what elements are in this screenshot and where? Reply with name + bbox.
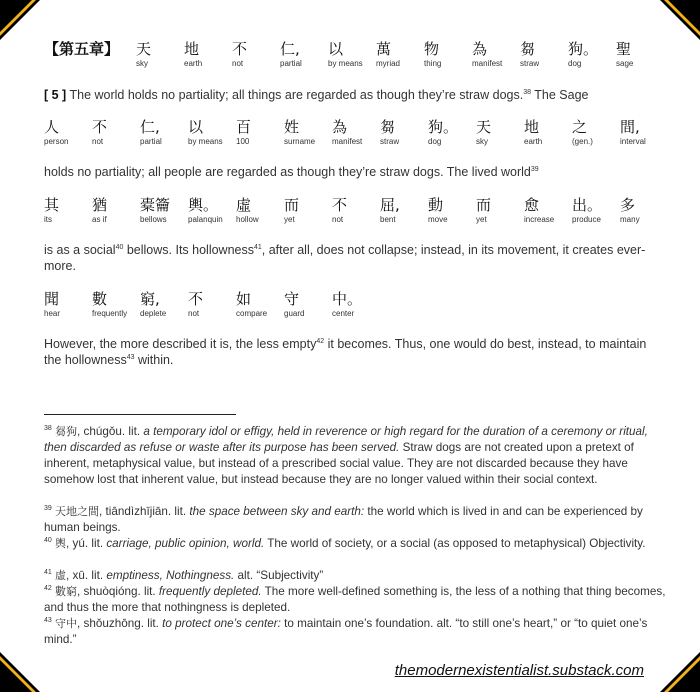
gloss-word	[44, 196, 92, 225]
gloss-word	[572, 118, 620, 147]
footnote-number: 42	[44, 585, 52, 593]
gloss-hanzi: 不	[332, 196, 348, 214]
paragraph-text: The world holds no partiality; all things are regarded as though they’re straw dogs.	[66, 88, 524, 102]
gloss-word	[424, 40, 472, 69]
footnote-text: The more well-defined something is, the less of a nothing that thing becomes, and thus the more that nothingness is depleted.	[44, 585, 666, 614]
gloss-word	[284, 290, 332, 319]
gloss-hanzi: 多	[620, 196, 636, 214]
footnote-ref[interactable]: 43	[126, 353, 135, 361]
footnote-ref[interactable]: 40	[115, 243, 124, 251]
gloss-word	[620, 196, 668, 225]
gloss-word	[136, 40, 184, 69]
footnote-text: to maintain one’s foundation. alt. “to still one’s heart,” or “to quiet one’s mind.”	[44, 617, 648, 646]
gloss-english: surname	[284, 137, 316, 146]
footnote-ref[interactable]: 39	[530, 165, 539, 173]
gloss-word	[44, 118, 92, 147]
gloss-word	[284, 196, 332, 225]
gloss-english: (gen.)	[572, 137, 593, 146]
gloss-english: sky	[476, 137, 488, 146]
gloss-english: palanquin	[188, 215, 223, 224]
gloss-hanzi: 以	[188, 118, 204, 136]
footnote-literal: carriage, public opinion, world.	[106, 537, 265, 550]
gloss-word	[524, 196, 572, 225]
gloss-hanzi: 以	[328, 40, 344, 58]
gloss-hanzi: 仁,	[140, 118, 160, 136]
gloss-word	[428, 196, 476, 225]
gloss-word	[140, 196, 188, 225]
gloss-word	[380, 196, 428, 225]
gloss-english: earth	[184, 59, 203, 68]
gloss-word	[236, 118, 284, 147]
verse-number: [ 5 ]	[44, 88, 67, 102]
gloss-english: yet	[284, 215, 295, 224]
gloss-english: guard	[284, 309, 305, 318]
gloss-english: interval	[620, 137, 646, 146]
gloss-hanzi: 為	[472, 40, 488, 58]
footnote-romanization: , shuòqióng. lit.	[77, 585, 159, 598]
gloss-row	[44, 290, 380, 319]
gloss-english: manifest	[332, 137, 363, 146]
gloss-english: not	[232, 59, 244, 68]
gloss-english: produce	[572, 215, 601, 224]
gloss-word	[332, 290, 380, 319]
footnote-number: 41	[44, 569, 52, 577]
gloss-word	[284, 118, 332, 147]
gloss-word	[332, 118, 380, 147]
footnote-number: 39	[44, 505, 52, 513]
gloss-word	[188, 290, 236, 319]
gloss-hanzi: 出。	[572, 196, 603, 214]
gloss-hanzi: 守	[284, 290, 300, 308]
footnote-hanzi: 天地之間	[55, 505, 100, 518]
footnote-text: the world which is lived in and can be experienced by human beings.	[44, 505, 643, 534]
gloss-hanzi: 聖	[616, 40, 632, 58]
footnote-hanzi: 虛	[55, 569, 67, 582]
gloss-english: bent	[380, 215, 396, 224]
gloss-hanzi: 天	[136, 40, 152, 58]
gloss-hanzi: 其	[44, 196, 60, 214]
chapter-heading	[44, 40, 136, 69]
footnote-romanization: , shǒuzhōng. lit.	[77, 617, 163, 630]
gloss-english: person	[44, 137, 69, 146]
gloss-word	[380, 118, 428, 147]
footnote-romanization: , tiāndìzhījiān. lit.	[99, 505, 190, 518]
footnote-literal: a temporary idol or effigy, held in reverence or high regard for the duration of a ceremony or ritual, then discarded as refuse or waste after its purpose has been served.	[44, 425, 648, 454]
gloss-hanzi: 不	[92, 118, 108, 136]
gloss-hanzi: 芻	[520, 40, 536, 58]
footnote-romanization: , chúgǒu. lit.	[77, 425, 144, 438]
gloss-word	[140, 290, 188, 319]
gloss-word	[616, 40, 664, 69]
footnote-number: 38	[44, 425, 52, 433]
footnote-literal: the space between sky and earth:	[189, 505, 365, 518]
footnote-39	[44, 504, 666, 536]
gloss-english: partial	[280, 59, 302, 68]
gloss-word	[280, 40, 328, 69]
footnote-text: Straw dogs are not created upon a pretext of inherent, metaphysical value, but instead of a prescribed social value. They are not discarded because they have somehow lost that inherent value, but instead because they are no longer valued within their social context.	[44, 441, 634, 486]
gloss-word	[232, 40, 280, 69]
gloss-hanzi: 虛	[236, 196, 252, 214]
gloss-word	[376, 40, 424, 69]
paragraph-text: is as a social	[44, 243, 116, 257]
footnote-divider	[44, 414, 236, 415]
gloss-english: earth	[524, 137, 543, 146]
gloss-hanzi: 之	[572, 118, 588, 136]
footnote-number: 43	[44, 617, 52, 625]
translation-paragraph	[44, 164, 664, 180]
gloss-english: not	[92, 137, 104, 146]
gloss-row	[44, 118, 668, 147]
gloss-english: hear	[44, 309, 61, 318]
gloss-hanzi: 地	[184, 40, 200, 58]
footnote-romanization: , xū. lit.	[66, 569, 107, 582]
gloss-english: straw	[380, 137, 400, 146]
gloss-english: dog	[428, 137, 442, 146]
footnote-42	[44, 584, 666, 616]
gloss-english: partial	[140, 137, 162, 146]
paragraph-text: The Sage	[531, 88, 589, 102]
paragraph-text: within.	[134, 353, 174, 367]
gloss-hanzi: 愈	[524, 196, 540, 214]
gloss-english: manifest	[472, 59, 503, 68]
gloss-hanzi: 中。	[332, 290, 363, 308]
gloss-hanzi: 橐籥	[140, 196, 171, 214]
gloss-word	[236, 290, 284, 319]
gloss-word	[92, 118, 140, 147]
translation-paragraph	[44, 336, 664, 368]
chapter-heading-text: 【第五章】	[44, 40, 120, 58]
gloss-word	[572, 196, 620, 225]
gloss-hanzi: 姓	[284, 118, 300, 136]
gloss-hanzi: 人	[44, 118, 60, 136]
gloss-english: sage	[616, 59, 634, 68]
paragraph-text: bellows. Its hollowness	[123, 243, 254, 257]
gloss-hanzi: 地	[524, 118, 540, 136]
translation-paragraph	[44, 87, 664, 103]
gloss-word	[520, 40, 568, 69]
gloss-hanzi: 天	[476, 118, 492, 136]
gloss-hanzi: 為	[332, 118, 348, 136]
gloss-english: by means	[328, 59, 363, 68]
gloss-hanzi: 而	[476, 196, 492, 214]
gloss-english: not	[188, 309, 200, 318]
gloss-word	[428, 118, 476, 147]
gloss-word	[524, 118, 572, 147]
footnote-41	[44, 568, 666, 584]
gloss-english: 100	[236, 137, 250, 146]
gloss-english: straw	[520, 59, 540, 68]
gloss-hanzi: 萬	[376, 40, 392, 58]
gloss-hanzi: 物	[424, 40, 440, 58]
footnote-40	[44, 536, 666, 552]
gloss-word	[476, 118, 524, 147]
gloss-word	[472, 40, 520, 69]
gloss-row	[44, 196, 668, 225]
gloss-english: sky	[136, 59, 148, 68]
paragraph-text: , after all, does not collapse; instead, in its movement, it creates ever-more.	[44, 243, 646, 273]
gloss-english: bellows	[140, 215, 167, 224]
footnote-43	[44, 616, 666, 648]
gloss-english: increase	[524, 215, 555, 224]
gloss-english: compare	[236, 309, 268, 318]
gloss-word	[92, 290, 140, 319]
gloss-hanzi: 芻	[380, 118, 396, 136]
gloss-english: not	[332, 215, 344, 224]
paragraph-text: it becomes. Thus, one would do best, instead, to maintain the hollowness	[44, 337, 647, 367]
gloss-word	[44, 290, 92, 319]
gloss-hanzi: 間,	[620, 118, 640, 136]
gloss-hanzi: 如	[236, 290, 252, 308]
footnote-text: alt. “Subjectivity”	[234, 569, 324, 582]
gloss-word	[184, 40, 232, 69]
footnote-hanzi: 數窮	[55, 585, 78, 598]
gloss-hanzi: 猶	[92, 196, 108, 214]
gloss-hanzi: 屈,	[380, 196, 400, 214]
footnote-38	[44, 424, 666, 488]
paragraph-text: holds no partiality; all people are regarded as though they’re straw dogs. The lived world	[44, 165, 531, 179]
gloss-english: center	[332, 309, 355, 318]
gloss-english: frequently	[92, 309, 128, 318]
footnote-hanzi: 輿	[55, 537, 67, 550]
gloss-word	[568, 40, 616, 69]
gloss-hanzi: 聞	[44, 290, 60, 308]
site-link[interactable]: themodernexistentialist.substack.com	[394, 662, 644, 679]
gloss-hanzi: 百	[236, 118, 252, 136]
gloss-word	[332, 196, 380, 225]
footnote-text: The world of society, or a social (as opposed to metaphysical) Objectivity.	[264, 537, 646, 550]
translation-paragraph	[44, 242, 664, 274]
gloss-english: yet	[476, 215, 487, 224]
footnote-ref[interactable]: 38	[523, 88, 532, 96]
footnote-literal: frequently depleted.	[158, 585, 262, 598]
gloss-hanzi: 動	[428, 196, 444, 214]
gloss-hanzi: 窮,	[140, 290, 160, 308]
gloss-word	[188, 118, 236, 147]
gloss-english: dog	[568, 59, 582, 68]
footnote-ref[interactable]: 41	[253, 243, 262, 251]
gloss-word	[236, 196, 284, 225]
gloss-hanzi: 狗。	[428, 118, 459, 136]
gloss-word	[620, 118, 668, 147]
gloss-english: many	[620, 215, 640, 224]
footnote-number: 40	[44, 537, 52, 545]
gloss-english: as if	[92, 215, 107, 224]
gloss-hanzi: 輿。	[188, 196, 219, 214]
gloss-word	[188, 196, 236, 225]
gloss-row	[44, 40, 664, 69]
gloss-english: hollow	[236, 215, 259, 224]
gloss-hanzi: 數	[92, 290, 108, 308]
gloss-english: by means	[188, 137, 223, 146]
footnote-hanzi: 守中	[55, 617, 78, 630]
gloss-word	[92, 196, 140, 225]
gloss-hanzi: 而	[284, 196, 300, 214]
gloss-word	[140, 118, 188, 147]
gloss-english: thing	[424, 59, 442, 68]
footnote-hanzi: 芻狗	[55, 425, 78, 438]
gloss-word	[476, 196, 524, 225]
gloss-hanzi: 不	[188, 290, 204, 308]
footnote-ref[interactable]: 42	[316, 337, 325, 345]
gloss-hanzi: 狗。	[568, 40, 599, 58]
footnote-literal: to protect one’s center:	[162, 617, 281, 630]
gloss-english: its	[44, 215, 52, 224]
footnote-romanization: , yú. lit.	[66, 537, 107, 550]
gloss-hanzi: 仁,	[280, 40, 300, 58]
footnote-literal: emptiness, Nothingness.	[106, 569, 235, 582]
gloss-english: deplete	[140, 309, 167, 318]
gloss-word	[328, 40, 376, 69]
gloss-english: myriad	[376, 59, 401, 68]
gloss-english: move	[428, 215, 448, 224]
gloss-hanzi: 不	[232, 40, 248, 58]
paragraph-text: However, the more described it is, the less empty	[44, 337, 317, 351]
